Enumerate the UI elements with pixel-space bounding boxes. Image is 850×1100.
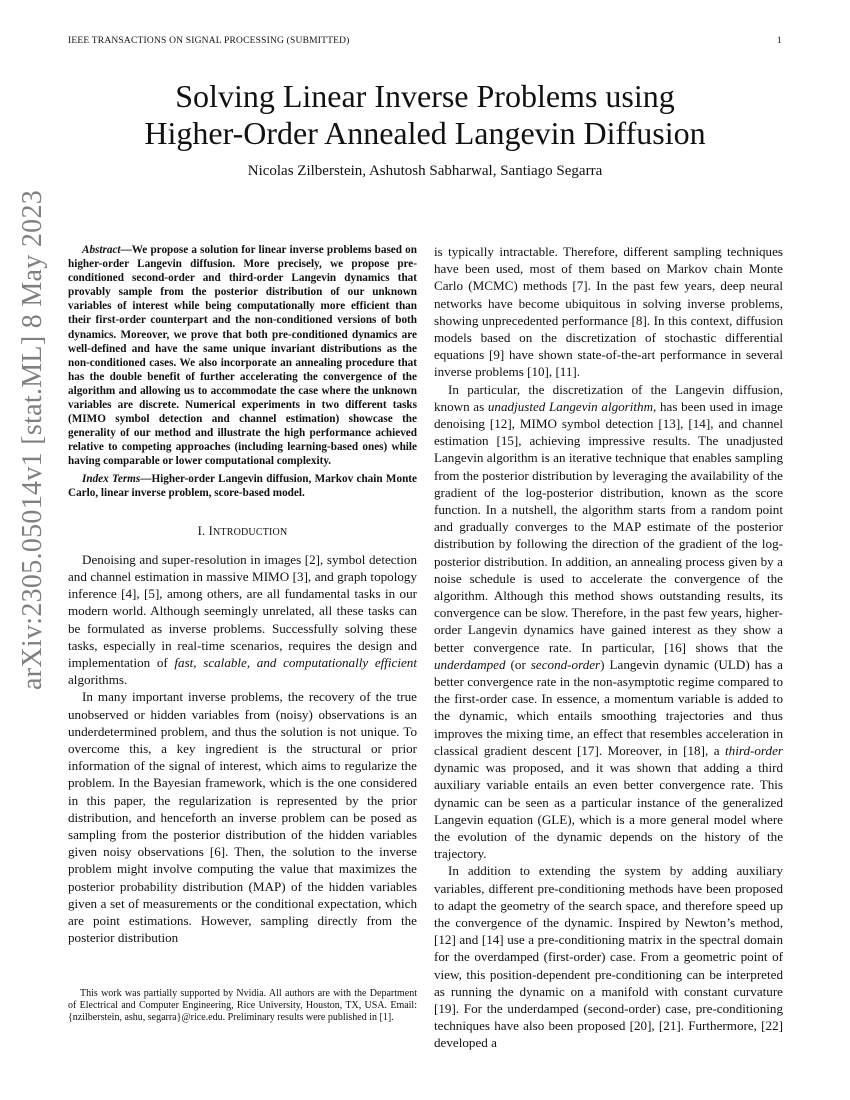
section-numeral: I. (197, 523, 209, 538)
right-paragraph-1: is typically intractable. Therefore, different sampling techniques have been used, most of them based on Markov chain Monte Carlo (MCMC) methods [7]. In the past few years, deep neural networks have become ubiquitous in solving inverse problems, showing unprecedented performance [8]. In this context, diffusion models based on the discretization of stochastic differential equations [9] have shown state-of-the-art performance in several inverse problems [10], [11]. (434, 244, 783, 380)
emphasis-text: fast, scalable, and computationally efficient (174, 654, 417, 670)
page-number: 1 (777, 36, 782, 46)
index-terms-label: Index Terms (82, 472, 141, 485)
intro-paragraph-2: In many important inverse problems, the recovery of the true unobserved or hidden variables from (noisy) observations is an underdetermined problem, and thus the solution is not unique. To overcome this, a key ingredient is the structural or prior information of the signal of interest, which aims to regularize the problem. In the Bayesian framework, which is the one considered in this paper, the regularization is represented by the prior distribution, and henceforth an inverse problem can be posed as sampling from the posterior distribution of the hidden variables given noisy observations [6]. Then, the solution to the inverse problem might involve computing the value that maximizes the posterior probability distribution (MAP) of the hidden variables given a set of measurements or the conditional expectation, which are point estimations. However, sampling directly from the posterior distribution (68, 689, 417, 946)
right-column (434, 243, 783, 1052)
running-header (68, 36, 782, 50)
right-paragraph-3: In addition to extending the system by adding auxiliary variables, different pre-conditioning methods have been proposed to adapt the geometry of the search space, and therefore speed up the convergence of the dynamic. Inspired by Newton’s method, [12] and [14] use a pre-conditioning matrix in the spectral domain for the overdamped (first-order) case. From a geometric point of view, this position-dependent pre-conditioning can be interpreted as running the dynamic on a manifold with constant curvature [19]. For the underdamped (second-order) case, pre-conditioning techniques have also been proposed [20], [21]. Furthermore, [22] developed a (434, 863, 783, 1051)
paper-title (68, 78, 782, 152)
right-paragraph-2: In particular, the discretization of the Langevin diffusion, known as unadjusted Langevin algorithm, has been used in image denoising [12], MIMO symbol detection [13], [14], and channel estimation [15], achieving impressive results. The unadjusted Langevin algorithm is an iterative technique that enables sampling from the posterior distribution by leveraging the availability of the gradient of the log-posterior distribution, known as the score function. In a nutshell, the algorithm starts from a random point and gradually converges to the MAP estimate of the posterior distribution by following the direction of the gradient of the log-posterior distribution. In addition, an annealing process given by a noise schedule is used to accelerate the convergence of the algorithm. Although this method shows outstanding results, its convergence can be slow. Therefore, in the past few years, higher-order Langevin dynamics have gained interest as they show a better convergence rate. In particular, [16] shows that the underdamped (or second-order) Langevin dynamic (ULD) has a better convergence rate in the non-asymptotic regime compared to the first-order case. In essence, a momentum variable is added to the dynamic, which entails smoothing trajectories and thus improves the mixing time, an effect that resembles acceleration in classical gradient descent [17]. Moreover, in [18], a third-order dynamic was proposed, and it was shown that adding a third auxiliary variable entails an even better convergence rate. This dynamic can be seen as a particular instance of the generalized Langevin equation (GLE), which is a more general model where the evolution of the dynamic depends on the history of the trajectory. (434, 381, 783, 862)
intro-paragraph-1: Denoising and super-resolution in images [2], symbol detection and channel estimation in massive MIMO [3], and graph topology inference [4], [5], among others, are all fundamental tasks in our modern world. Although seemingly unrelated, all these tasks can be formulated as inverse problems. Successfully solving these tasks, especially in real-time scenarios, requires the design and implementation of fast, scalable, and computationally efficient algorithms. (68, 551, 417, 688)
section-first-letter: I (208, 523, 213, 538)
journal-name: IEEE TRANSACTIONS ON SIGNAL PROCESSING (SUBMITTED) (68, 36, 350, 46)
index-terms-text: —Higher-order Langevin diffusion, Markov chain Monte Carlo, linear inverse problem, score-based model. (68, 472, 417, 499)
abstract (68, 243, 417, 469)
abstract-label: Abstract (82, 244, 121, 256)
abstract-text: —We propose a solution for linear inverse problems based on higher-order Langevin diffusion. More precisely, we propose pre-conditioned second-order and third-order Langevin dynamics that provably sample from the posterior distribution of our unknown variables of interest while being computationally more efficient than their first-order counterpart and the non-conditioned versions of both dynamics. Moreover, we prove that both pre-conditioned dynamics are well-defined and have the same unique invariant distributions as the non-conditioned cases. We also incorporate an annealing procedure that has the double benefit of further accelerating the convergence of the algorithm and allowing us to accommodate the case where the unknown variables are discrete. Numerical experiments in two different tasks (MIMO symbol detection and channel estimation) showcase the generality of our method and illustrate the high performance achieved relative to competing approaches (including learning-based ones) while having comparable or lower computational complexity. (68, 244, 417, 468)
section-heading-introduction (68, 524, 417, 539)
author-list: Nicolas Zilberstein, Ashutosh Sabharwal, Santiago Segarra (247, 163, 603, 179)
footnote: This work was partially supported by Nvidia. All authors are with the Department of Electrical and Computer Engineering, Rice University, Houston, TX, USA. Email: {nzilberstein, ashu, segarra}@rice.edu. Preliminary results were published in [1]. (68, 988, 417, 1024)
paper-title-line-1: Solving Linear Inverse Problems using (175, 78, 675, 114)
index-terms (68, 472, 417, 500)
arxiv-identifier-stamp: arXiv:2305.05014v1 [stat.ML] 8 May 2023 (17, 189, 48, 690)
paper-title-line-2: Higher-Order Annealed Langevin Diffusion (144, 115, 706, 151)
left-column (68, 243, 417, 946)
section-title-rest: NTRODUCTION (212, 526, 288, 538)
